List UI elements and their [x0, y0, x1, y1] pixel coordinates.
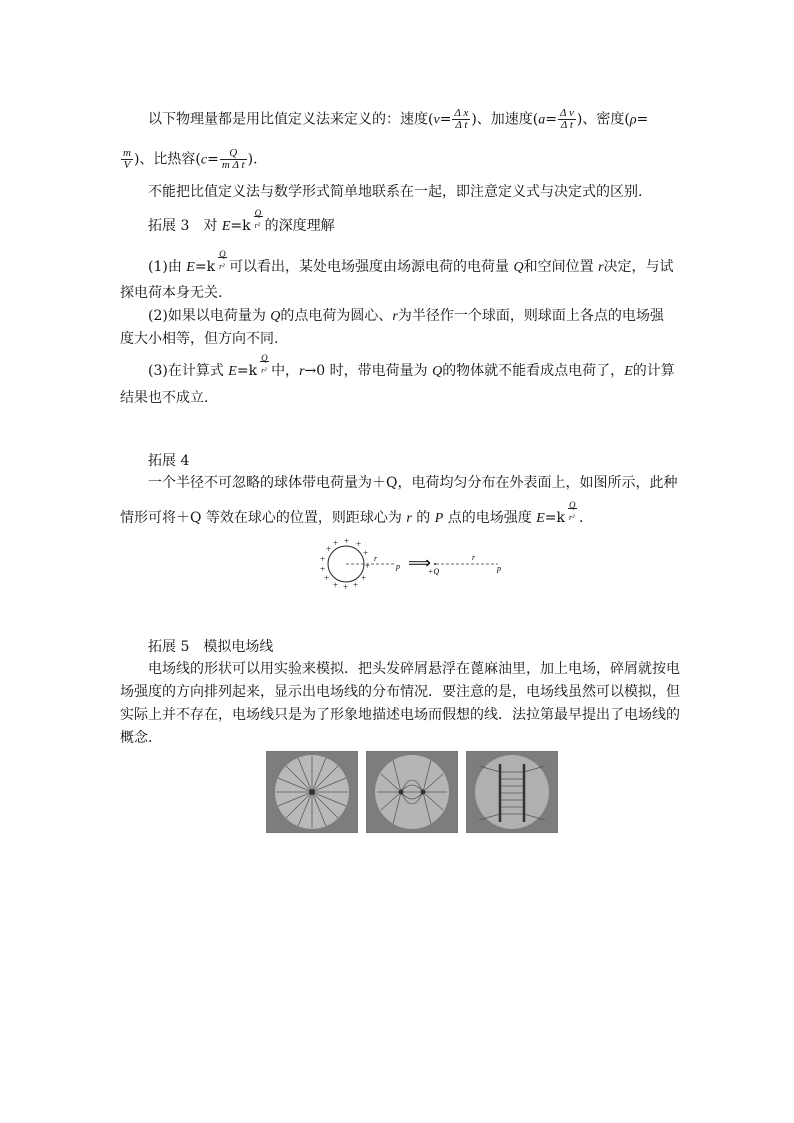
fraction-Q-r2 — [215, 249, 229, 271]
ext5-heading: 拓展 5 模拟电场线 — [148, 639, 274, 655]
separator: )、密度( — [576, 111, 630, 128]
ext3-item1-line1 — [148, 249, 674, 277]
item-text: →0 时，带电荷量为 — [304, 363, 433, 379]
equals: = — [439, 111, 452, 128]
single-charge-image — [267, 752, 357, 832]
frac-num: Q — [229, 147, 238, 159]
item-text: 情形可将＋Q 等效在球心的位置，则距球心为 — [120, 510, 407, 526]
field-lines-photo-parallel-plates — [466, 751, 558, 833]
plus-sign: + — [320, 554, 326, 564]
para1-intro: 以下物理量都是用比值定义法来定义的：速度( — [148, 111, 434, 128]
var-Q: Q — [270, 309, 281, 324]
item-text: (2)如果以电荷量为 — [148, 308, 271, 324]
ext3-item2-line2: 度大小相等，但方向不同. — [120, 331, 279, 347]
separator: )、加速度( — [471, 111, 539, 128]
charged-sphere-figure — [318, 538, 508, 592]
frac-num: Q — [219, 249, 226, 259]
item-text: 和空间位置 — [523, 259, 599, 275]
point-charge-dot — [434, 563, 436, 565]
p-label-left: p — [396, 562, 400, 571]
var-P: P — [434, 511, 444, 526]
fraction-dv-dt — [558, 108, 576, 131]
item-prefix: (3)在计算式 — [148, 363, 229, 379]
ext4-heading: 拓展 4 — [148, 453, 190, 469]
var-E: E — [536, 511, 545, 526]
var-Q: Q — [432, 364, 443, 379]
ext3-heading-pre: 拓展 3 对 — [148, 218, 222, 234]
item-text: 中， — [271, 363, 300, 379]
var-v: v — [433, 112, 440, 128]
field-lines-photo-two-charges — [366, 751, 458, 833]
frac-num: Δ x — [454, 107, 469, 119]
plus-sign: + — [361, 573, 367, 583]
equals: = — [636, 111, 649, 128]
fraction-Q-r2 — [565, 500, 579, 522]
equals: = — [545, 111, 557, 128]
item-text: 可以看出，某处电场强度由场源电荷的电荷量 — [229, 259, 514, 275]
item-text: 点的电场强度 — [443, 510, 537, 526]
equals: = — [207, 151, 219, 168]
plus-sign: + — [356, 539, 362, 549]
plus-sign: + — [333, 580, 339, 590]
ext3-item3-line2: 结果也不成立. — [120, 390, 209, 406]
fraction-m-V — [121, 148, 133, 171]
var-E: E — [228, 364, 237, 379]
ext4-line2 — [120, 500, 584, 528]
ext5-line1: 电场线的形状可以用实验来模拟．把头发碎屑悬浮在蓖麻油里，加上电场，碎屑就按电 — [148, 661, 680, 677]
ext5-line3: 实际上并不存在，电场线只是为了形象地描述电场而假想的线．法拉第最早提出了电场线的 — [120, 707, 680, 723]
var-Q: Q — [513, 260, 524, 275]
item-text: 为半径作一个球面，则球面上各点的电场强 — [397, 308, 664, 324]
ext3-item3-line1 — [148, 353, 675, 381]
item-text: 的点电荷为圆心、 — [280, 308, 393, 324]
frac-den: Δ t — [558, 119, 576, 131]
var-r: r — [598, 260, 604, 275]
r-label-right: r — [472, 553, 476, 562]
fraction-Q-r2 — [257, 353, 271, 375]
var-E: E — [624, 364, 633, 379]
frac-num: Q — [254, 208, 262, 218]
item-text: 的物体就不能看成点电荷了， — [442, 363, 625, 379]
plus-sign: + — [343, 582, 349, 592]
plus-sign: + — [353, 580, 359, 590]
frac-den: r² — [569, 513, 575, 522]
equivalence-arrow-icon: ⟹ — [408, 555, 431, 572]
plus-q-label: +Q — [428, 567, 440, 576]
ext5-line4: 概念. — [120, 730, 153, 746]
ext5-line2: 场强度的方向排列起来，显示出电场线的分布情况．要注意的是，电场线虽然可以模拟，但 — [120, 684, 680, 700]
frac-num: Δ v — [559, 107, 574, 119]
para1-line1 — [148, 108, 648, 131]
var-rho: ρ — [629, 112, 637, 128]
item-text: . — [579, 510, 584, 526]
field-lines-photo-single-charge — [266, 751, 358, 833]
var-r: r — [406, 511, 412, 526]
separator: )、比热容( — [133, 151, 201, 168]
eq-k: =k — [194, 259, 216, 275]
eq-k: =k — [236, 363, 258, 379]
eq-k: =k — [230, 218, 251, 234]
plus-sign: + — [333, 538, 339, 548]
p-label-right: p — [497, 564, 501, 573]
plus-sign: + — [365, 561, 371, 571]
two-charges-image — [367, 752, 457, 832]
ext4-line1: 一个半径不可忽略的球体带电荷量为＋Q，电荷均匀分布在外表面上，如图所示，此种 — [148, 475, 678, 491]
fraction-dx-dt — [452, 108, 470, 131]
var-c: c — [200, 152, 208, 168]
eq-k: =k — [544, 510, 565, 526]
var-r: r — [392, 309, 398, 324]
var-r: r — [299, 364, 305, 379]
frac-den: r² — [219, 262, 225, 271]
frac-num: Q — [261, 353, 268, 363]
ext3-item1-line2: 探电荷本身无关. — [120, 285, 223, 301]
r-label-left: r — [374, 554, 378, 563]
ext3-heading — [148, 208, 335, 236]
plus-sign: + — [344, 538, 350, 546]
item-text: 的 — [411, 510, 435, 526]
frac-num: Q — [569, 500, 576, 510]
ext3-heading-post: 的深度理解 — [264, 218, 335, 234]
var-E: E — [221, 219, 231, 234]
parallel-plates-image — [467, 752, 557, 832]
var-a: a — [538, 112, 546, 128]
frac-den: m Δ t — [221, 159, 245, 171]
var-E: E — [186, 260, 195, 275]
para2: 不能把比值定义法与数学形式简单地联系在一起，即注意定义式与决定式的区别. — [148, 184, 643, 200]
frac-num: m — [123, 147, 131, 159]
frac-den: r² — [254, 221, 261, 230]
plus-sign: + — [324, 573, 330, 583]
item-text: 的计算 — [632, 363, 675, 379]
frac-den: r² — [261, 366, 267, 375]
plus-sign: + — [326, 544, 332, 554]
fraction-Q-r2 — [251, 208, 265, 230]
frac-den: V — [121, 159, 133, 171]
item-text: 决定，与试 — [603, 259, 674, 275]
para1-line2 — [120, 148, 258, 171]
plus-sign: + — [320, 564, 326, 574]
plus-sign: + — [363, 548, 369, 558]
frac-den: Δ t — [452, 119, 470, 131]
fraction-Q-mdt — [220, 148, 247, 171]
item-prefix: (1)由 — [148, 259, 187, 275]
ext3-item2-line1 — [148, 307, 664, 326]
para1-end: ). — [247, 151, 258, 168]
